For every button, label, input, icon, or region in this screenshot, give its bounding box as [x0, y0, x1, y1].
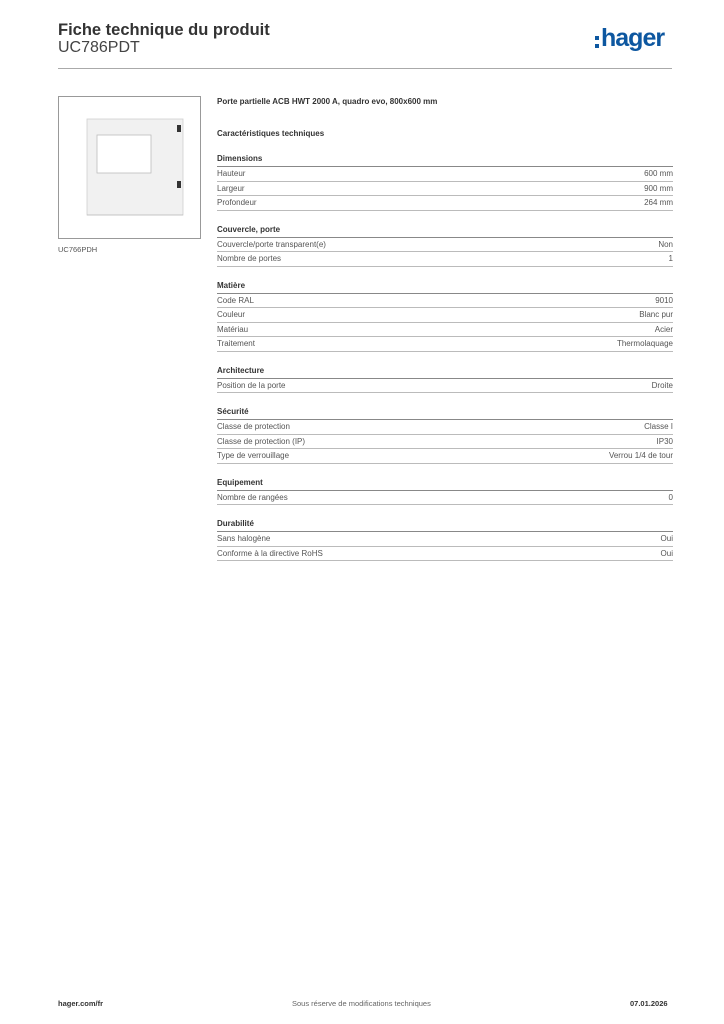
group-title-matiere: Matière	[217, 279, 673, 294]
spec-row	[217, 420, 673, 435]
group-title-couvercle: Couvercle, porte	[217, 223, 673, 238]
spec-label: Couleur	[217, 310, 246, 319]
spec-label: Sans halogène	[217, 534, 271, 543]
spec-row	[217, 532, 673, 547]
spec-value: 264 mm	[644, 198, 673, 207]
product-image	[58, 96, 201, 239]
spec-row	[217, 182, 673, 197]
spec-label: Profondeur	[217, 198, 257, 207]
spec-value: Classe I	[644, 422, 673, 431]
spec-row	[217, 323, 673, 338]
spec-value: 0	[668, 492, 673, 502]
spec-value: Thermolaquage	[616, 339, 673, 348]
spec-label: Nombre de rangées	[217, 492, 288, 502]
spec-row	[217, 435, 673, 450]
header-divider	[58, 68, 672, 69]
spec-row	[217, 167, 673, 182]
spec-value: Acier	[654, 324, 673, 334]
spec-row	[217, 294, 673, 309]
product-code: UC786PDT	[58, 39, 140, 56]
spec-heading: Caractéristiques techniques	[217, 129, 325, 138]
footer-date: 07.01.2026	[630, 999, 668, 1008]
page-title: Fiche technique du produit	[58, 21, 270, 39]
specifications	[217, 94, 673, 561]
spec-row	[217, 379, 673, 394]
spec-label: Couvercle/porte transparent(e)	[217, 239, 326, 249]
spec-label: Position de la porte	[217, 380, 286, 390]
group-title-durabilite: Durabilité	[217, 517, 673, 532]
spec-row	[217, 547, 673, 562]
spec-label: Nombre de portes	[217, 254, 282, 263]
spec-value: Non	[658, 239, 673, 249]
spec-row	[217, 491, 673, 506]
image-caption: UC766PDH	[58, 245, 98, 254]
spec-value: Blanc pur	[639, 310, 673, 319]
spec-value: IP30	[656, 436, 673, 446]
spec-label: Hauteur	[217, 169, 246, 178]
spec-value: 600 mm	[644, 169, 673, 178]
spec-label: Matériau	[217, 324, 249, 334]
spec-row	[217, 337, 673, 352]
spec-value: Droite	[651, 380, 673, 390]
footer-website: hager.com/fr	[58, 999, 104, 1008]
spec-row	[217, 449, 673, 464]
spec-value: Verrou 1/4 de tour	[608, 451, 673, 460]
spec-label: Conforme à la directive RoHS	[217, 548, 323, 558]
spec-value: 900 mm	[644, 183, 673, 193]
logo-dot-icon	[595, 44, 599, 48]
spec-label: Classe de protection	[217, 422, 290, 431]
group-title-architecture: Architecture	[217, 364, 673, 379]
logo-dot-icon	[595, 36, 599, 40]
spec-row	[217, 238, 673, 253]
spec-label: Traitement	[217, 339, 255, 348]
spec-row	[217, 308, 673, 323]
spec-row	[217, 252, 673, 267]
door-panel-icon	[59, 97, 200, 238]
hager-logo	[595, 24, 675, 57]
spec-value: Oui	[660, 548, 673, 558]
group-title-equipement: Equipement	[217, 476, 673, 491]
spec-row	[217, 196, 673, 211]
spec-value: Oui	[660, 534, 673, 543]
spec-value: 9010	[655, 295, 673, 305]
group-title-dimensions: Dimensions	[217, 152, 673, 167]
spec-label: Largeur	[217, 183, 245, 193]
spec-value: 1	[668, 254, 673, 263]
footer-disclaimer: Sous réserve de modifications techniques	[292, 999, 431, 1008]
group-title-securite: Sécurité	[217, 405, 673, 420]
product-description: Porte partielle ACB HWT 2000 A, quadro evo, 800x600 mm	[217, 97, 438, 106]
logo-text: hager	[601, 24, 665, 52]
spec-label: Code RAL	[217, 295, 254, 305]
spec-label: Type de verrouillage	[217, 451, 290, 460]
spec-label: Classe de protection (IP)	[217, 436, 306, 446]
